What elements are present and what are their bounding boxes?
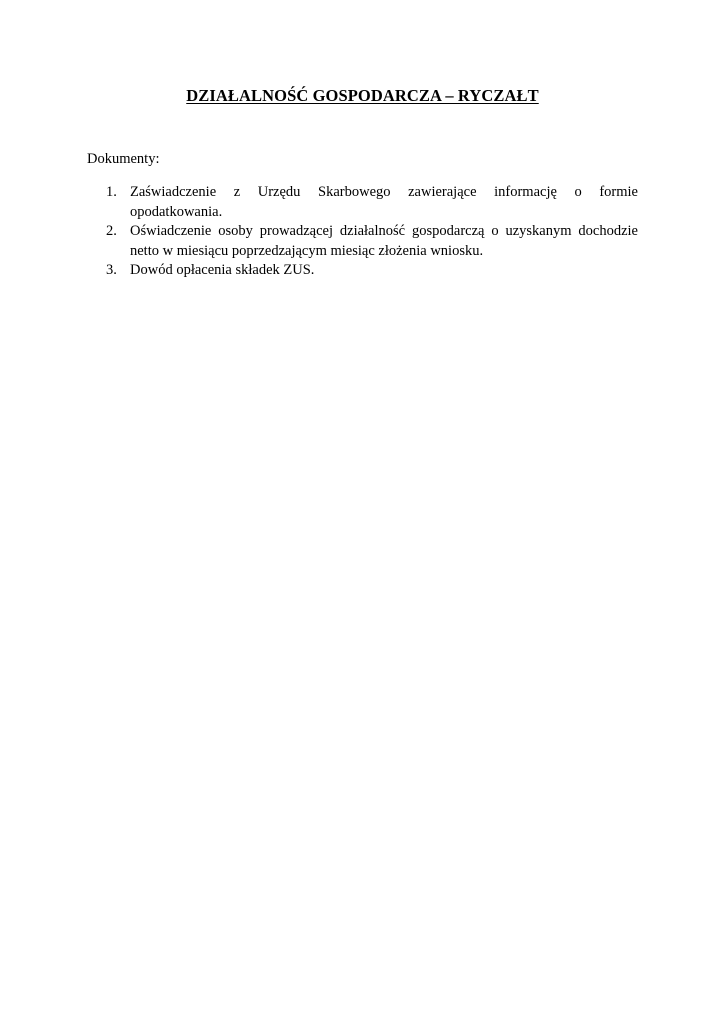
list-item (106, 222, 638, 261)
list-item-line: Zaświadczenie z Urzędu Skarbowego zawierające informację o formie (130, 184, 638, 200)
document-title: DZIAŁALNOŚĆ GOSPODARCZA – RYCZAŁT (186, 86, 539, 105)
documents-list (106, 183, 638, 281)
list-item-text (130, 183, 638, 222)
list-item-line: Dowód opłacenia składek ZUS. (130, 262, 315, 278)
list-item-line: opodatkowania. (130, 203, 223, 220)
list-item-number: 3. (106, 262, 117, 278)
list-item-number: 2. (106, 223, 117, 239)
list-item (106, 183, 638, 222)
list-item-number: 1. (106, 184, 117, 200)
list-item-text (130, 222, 638, 261)
list-item-line: netto w miesiącu poprzedzającym miesiąc złożenia wniosku. (130, 242, 484, 259)
list-item (106, 261, 638, 281)
list-item-text (130, 261, 638, 281)
section-label-documents: Dokumenty: (87, 151, 160, 167)
list-item-line: Oświadczenie osoby prowadzącej działalność gospodarczą o uzyskanym dochodzie (130, 223, 638, 239)
